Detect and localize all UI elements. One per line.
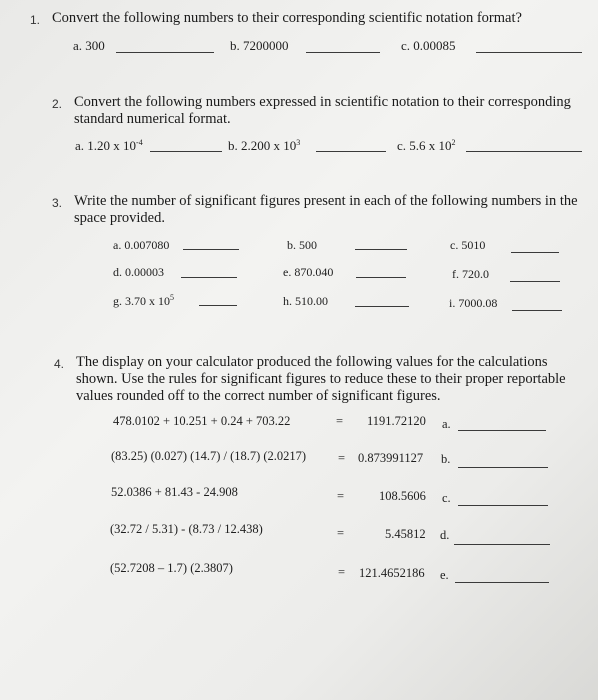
answer-blank[interactable]: [116, 52, 214, 53]
answer-blank[interactable]: [458, 467, 548, 468]
answer-letter: c.: [442, 491, 451, 505]
item-label: b. 500: [287, 238, 317, 252]
item-label: c. 5010: [450, 238, 486, 252]
answer-letter: d.: [440, 528, 450, 542]
question-text-line-1: Convert the following numbers expressed in scientific notation to their corresponding: [74, 94, 571, 110]
question-text-line-3: values rounded off to the correct number of significant figures.: [76, 388, 441, 404]
item-label: b. 7200000: [230, 38, 289, 53]
answer-blank[interactable]: [511, 252, 559, 253]
item-exponent: -4: [136, 138, 143, 147]
question-text-line-1: The display on your calculator produced the following values for the calculations: [76, 354, 548, 370]
calculator-result: 0.873991127: [358, 451, 424, 465]
item-base: b. 2.200 x 10: [228, 138, 297, 153]
item-label: i. 7000.08: [449, 296, 498, 310]
item-label: f. 720.0: [452, 267, 489, 281]
question-text-line-2: space provided.: [74, 210, 165, 226]
calculation-expression: 52.0386 + 81.43 - 24.908: [111, 485, 238, 499]
question-number: 4.: [54, 357, 65, 371]
answer-letter: b.: [441, 452, 451, 466]
answer-blank[interactable]: [356, 277, 406, 278]
item-label: d. 0.00003: [113, 265, 164, 279]
calculation-expression: (83.25) (0.027) (14.7) / (18.7) (2.0217): [111, 449, 307, 463]
item-base: a. 1.20 x 10: [75, 138, 137, 153]
question-number: 2.: [52, 97, 63, 111]
item-label: a. 0.007080: [113, 238, 170, 252]
answer-blank[interactable]: [306, 52, 380, 53]
item-label: [397, 138, 456, 154]
answer-blank[interactable]: [150, 151, 222, 152]
item-label: c. 0.00085: [401, 38, 456, 53]
answer-letter: e.: [440, 568, 449, 582]
item-exponent: 5: [170, 293, 174, 302]
answer-blank[interactable]: [455, 582, 549, 583]
item-label: e. 870.040: [283, 265, 334, 279]
item-base: g. 3.70 x 10: [113, 294, 170, 308]
answer-blank[interactable]: [181, 277, 237, 278]
calculation-expression: (52.7208 – 1.7) (2.3807): [110, 561, 233, 575]
question-number: 3.: [52, 196, 63, 210]
calculator-result: 121.4652186: [359, 566, 425, 580]
question-text: Convert the following numbers to their corresponding scientific notation format?: [52, 10, 522, 26]
answer-blank[interactable]: [476, 52, 582, 53]
equals-sign: =: [337, 489, 345, 503]
item-label: [228, 138, 300, 154]
answer-blank[interactable]: [355, 306, 409, 307]
answer-blank[interactable]: [466, 151, 582, 152]
answer-letter: a.: [442, 417, 451, 431]
answer-blank[interactable]: [316, 151, 386, 152]
question-text-line-2: shown. Use the rules for significant figures to reduce these to their proper reportable: [76, 371, 566, 387]
item-label: [75, 138, 143, 154]
calculation-expression: 478.0102 + 10.251 + 0.24 + 703.22: [113, 414, 291, 428]
item-exponent: 3: [296, 138, 301, 147]
answer-blank[interactable]: [510, 281, 560, 282]
item-exponent: 2: [451, 138, 456, 147]
answer-blank[interactable]: [355, 249, 407, 250]
equals-sign: =: [336, 414, 344, 428]
question-number: 1.: [30, 13, 41, 27]
item-label: h. 510.00: [283, 294, 328, 308]
answer-blank[interactable]: [458, 430, 546, 431]
answer-blank[interactable]: [199, 305, 237, 306]
equals-sign: =: [338, 565, 346, 579]
equals-sign: =: [338, 451, 346, 465]
question-text-line-1: Write the number of significant figures present in each of the following numbers in the: [74, 193, 578, 209]
item-label: [113, 294, 174, 309]
question-text-line-2: standard numerical format.: [74, 111, 231, 127]
answer-blank[interactable]: [458, 505, 548, 506]
calculation-expression: (32.72 / 5.31) - (8.73 / 12.438): [110, 522, 263, 536]
answer-blank[interactable]: [183, 249, 239, 250]
item-base: c. 5.6 x 10: [397, 138, 452, 153]
equals-sign: =: [337, 526, 345, 540]
item-label: a. 300: [73, 38, 105, 53]
answer-blank[interactable]: [512, 310, 562, 311]
calculator-result: 108.5606: [379, 489, 426, 503]
calculator-result: 1191.72120: [367, 414, 426, 428]
answer-blank[interactable]: [454, 544, 550, 545]
calculator-result: 5.45812: [385, 527, 426, 541]
